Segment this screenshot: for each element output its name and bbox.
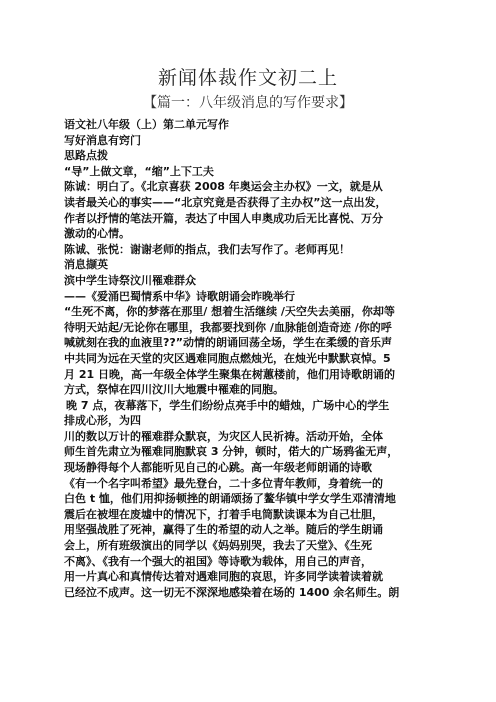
body-line: 激动的心情。 bbox=[64, 227, 130, 241]
body-line: “生死不离，你的梦落在那里/ 想着生活继续 /天空失去美丽，你却等 bbox=[64, 305, 395, 319]
body-line: 用一片真心和真情传达着对遇难同胞的哀思，许多同学读着读着就 bbox=[64, 570, 383, 584]
document-title: 新闻体裁作文初二上 bbox=[157, 67, 338, 89]
body-line: 排成心形，为四 bbox=[64, 414, 141, 428]
body-line: 《有一个名字叫希望》最先登台，二十多位青年教师，身着统一的 bbox=[64, 476, 383, 490]
body-line: “导”上做文章，“缩”上下工夫 bbox=[64, 164, 214, 178]
document-body bbox=[64, 117, 444, 600]
body-line: 已经泣不成声。这一切无不深深地感染着在场的 1400 余名师生。朗 bbox=[64, 585, 400, 599]
body-line: 方式，祭悼在四川汶川大地震中罹难的同胞。 bbox=[64, 383, 284, 397]
body-line: 现场静得每个人都能听见自己的心跳。高一年级老师朗诵的诗歌 bbox=[64, 461, 372, 475]
body-line: 晚 7 点，夜幕落下，学生们纷纷点亮手中的蜡烛，广场中心的学生 bbox=[66, 398, 390, 412]
body-line: 白色 t 恤，他们用抑扬顿挫的朗诵颂扬了鳌华镇中学女学生邓清清地 bbox=[64, 492, 396, 506]
body-line: 消息撷英 bbox=[64, 258, 108, 272]
body-line: 不离》、《我有一个强大的祖国》等诗歌为载体，用自己的声音， bbox=[64, 554, 372, 568]
body-line: 陈诚、张悦：谢谢老师的指点，我们去写作了。老师再见！ bbox=[64, 242, 350, 256]
body-line: 月 21 日晚，高一年级全体学生聚集在树蕙楼前，他们用诗歌朗诵的 bbox=[64, 367, 395, 381]
body-line: 写好消息有窍门 bbox=[64, 133, 141, 147]
body-line: 陈诚：明白了。《北京喜获 2008 年奥运会主办权》一文，就是从 bbox=[64, 180, 383, 194]
body-line: 喊就刻在我的血液里??”动情的朗诵回荡全场，学生在柔缓的音乐声 bbox=[64, 336, 392, 350]
body-line: 用坚强战胜了死神，赢得了生的希望的动人之举。随后的学生朗诵 bbox=[64, 523, 383, 537]
body-line: 师生首先肃立为罹难同胞默哀 3 分钟，顿时，偌大的广场鸦雀无声， bbox=[64, 445, 399, 459]
body-line: 滨中学生诗祭汶川罹难群众 bbox=[64, 273, 196, 287]
document-subtitle: 【篇一：八年级消息的写作要求】 bbox=[143, 95, 353, 111]
body-line: ——《爱涌巴蜀情系中华》诗歌朗诵会昨晚举行 bbox=[64, 289, 295, 303]
body-line: 震后在被埋在废墟中的情况下，打着手电筒默读课本为自己壮胆， bbox=[64, 507, 383, 521]
body-line: 中共同为远在天堂的灾区遇难同胞点燃烛光，在烛光中默默哀悼。5 bbox=[64, 351, 391, 365]
body-line: 语文社八年级（上）第二单元写作 bbox=[64, 118, 229, 131]
body-line: 作者以抒情的笔法开篇，表达了中国人申奥成功后无比喜悦、万分 bbox=[64, 211, 383, 225]
body-line: 思路点拨 bbox=[64, 149, 108, 163]
body-line: 待明天站起/无论你在哪里，我都要找到你 /血脉能创造奇迹 /你的呼 bbox=[64, 320, 392, 334]
body-line: 川的数以万计的罹难群众默哀，为灾区人民祈祷。活动开始，全体 bbox=[64, 429, 383, 443]
body-line: 会上，所有班级演出的同学以《妈妈别哭，我去了天堂》、《生死 bbox=[64, 539, 372, 553]
body-line: 读者最关心的事实——“北京究竟是否获得了主办权”这一点出发， bbox=[64, 195, 387, 209]
